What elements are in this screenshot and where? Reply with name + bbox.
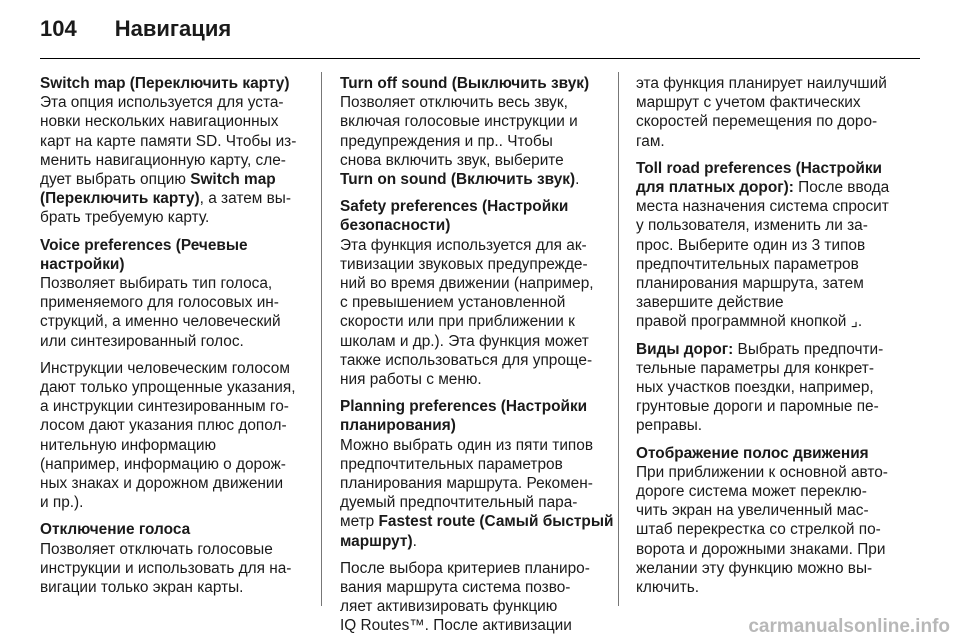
text-line: школам и др.). Эта функция может [340,332,589,350]
text-line: нительную информацию [40,436,217,454]
text-line: метр Fastest route (Самый быстрый [340,513,614,531]
text-line: вания маршрута система позво- [340,579,571,597]
text-line: лосом дают указания плюс допол- [40,417,287,435]
text-line: вигации только экран карты. [40,579,244,597]
text-line: ворота и дорожными знаками. При [636,540,886,558]
text-line: дует выбрать опцию Switch map [40,171,276,189]
text-line: места назначения система спросит [636,198,889,216]
text-line: Позволяет отключить весь звук, [340,94,568,112]
text-line: инструкции и использовать для на- [40,559,292,577]
section-heading: Toll road preferences (Настройки [636,159,882,177]
text-line: планирования маршрута. Рекомен- [340,475,593,493]
text-line: или синтезированный голос. [40,332,244,350]
section-heading: Отображение полос движения [636,444,869,462]
text-line: чить экран на увеличенный мас- [636,502,869,520]
text-line: IQ Routes™. После активизации [340,617,572,635]
column-1 [40,74,308,597]
text-line: тивизации звуковых предупрежде- [340,255,588,273]
section-heading: безопасности) [340,217,451,235]
text-line: скорости или при приближении к [340,313,575,331]
text-line: менить навигационную карту, сле- [40,151,286,169]
text-line: Инструкции человеческим голосом [40,359,290,377]
text-line: применяемого для голосовых ин- [40,294,279,312]
text-line: реправы. [636,417,703,435]
text-line: штаб перекрестка со стрелкой по- [636,521,881,539]
text-line: маршрут с учетом фактических [636,94,861,112]
text-line: ния работы с меню. [340,371,482,389]
text-line: Turn on sound (Включить звук). [340,171,580,189]
text-line: прос. Выберите один из 3 типов [636,236,866,254]
column-3 [636,74,908,597]
text-line: Эта функция используется для ак- [340,236,587,254]
text-line: у пользователя, изменить ли за- [636,217,868,235]
text-line: (Переключить карту), а затем вы- [40,190,291,208]
text-line: а инструкции синтезированным го- [40,398,289,416]
text-line: гам. [636,132,665,150]
section-heading: Turn off sound (Выключить звук) [340,75,590,92]
text-line: ний во время движении (например, [340,275,594,293]
section-heading: Switch map (Переключить карту) [40,75,290,92]
text-line: для платных дорог): После ввода [636,179,890,197]
text-line: Виды дорог: Выбрать предпочти- [636,340,884,358]
watermark: carmanualsonline.info [748,616,950,637]
text-line: струкций, а именно человеческий [40,313,281,331]
text-line: предпочтительных параметров [636,255,859,273]
text-line: снова включить звук, выберите [340,151,564,169]
text-line: правой программной кнопкой ⌟. [636,313,863,331]
text-line: новки нескольких навигационных [40,113,279,131]
text-line: также использоваться для упроще- [340,351,593,369]
text-line: предпочтительных параметров [340,455,563,473]
text-line: ключить. [636,579,700,597]
text-line: ных знаках и дорожном движении [40,475,284,493]
text-line: планирования маршрута, затем [636,275,864,293]
text-line: Позволяет выбирать тип голоса, [40,275,273,293]
text-line: маршрут). [340,532,417,550]
section-heading: Voice preferences (Речевые [40,236,248,254]
text-line: эта функция планирует наилучший [636,75,887,92]
text-line: (например, информацию о дорож- [40,455,286,473]
text-line: После выбора критериев планиро- [340,559,590,577]
text-line: желании эту функцию можно вы- [636,559,873,577]
section-heading: Отключение голоса [40,521,191,539]
text-line: с превышением установленной [340,294,566,312]
page-number: 104 [40,16,77,41]
text-line: дуемый предпочтительный пара- [340,494,578,512]
text-line: Позволяет отключать голосовые [40,540,273,558]
column-divider [321,72,322,606]
section-heading: Planning preferences (Настройки [340,398,588,416]
page-title: Навигация [114,16,232,41]
text-line: завершите действие [636,294,784,312]
text-line: грунтовые дороги и паромные пе- [636,398,879,416]
section-heading: планирования) [340,417,456,435]
text-line: брать требуемую карту. [40,209,210,227]
text-line: Эта опция используется для уста- [40,94,284,112]
text-line: ляет активизировать функцию [340,598,558,616]
text-line: При приближении к основной авто- [636,463,888,481]
page-header [40,16,231,48]
header-rule [40,58,920,59]
text-line: и пр.). [40,494,84,512]
text-line: ных участков поездки, например, [636,379,874,397]
column-2 [340,74,614,636]
text-line: карт на карте памяти SD. Чтобы из- [40,132,297,150]
text-line: скоростей перемещения по доро- [636,113,878,131]
text-line: предупреждения и пр.. Чтобы [340,132,553,150]
text-line: Можно выбрать один из пяти типов [340,436,593,454]
text-line: дают только упрощенные указания, [40,379,296,397]
text-line: включая голосовые инструкции и [340,113,578,131]
column-divider [618,72,619,606]
section-heading: Safety preferences (Настройки [340,198,569,216]
text-line: дороге система может переклю- [636,483,867,501]
section-heading: настройки) [40,255,125,273]
text-line: тельные параметры для конкрет- [636,359,874,377]
